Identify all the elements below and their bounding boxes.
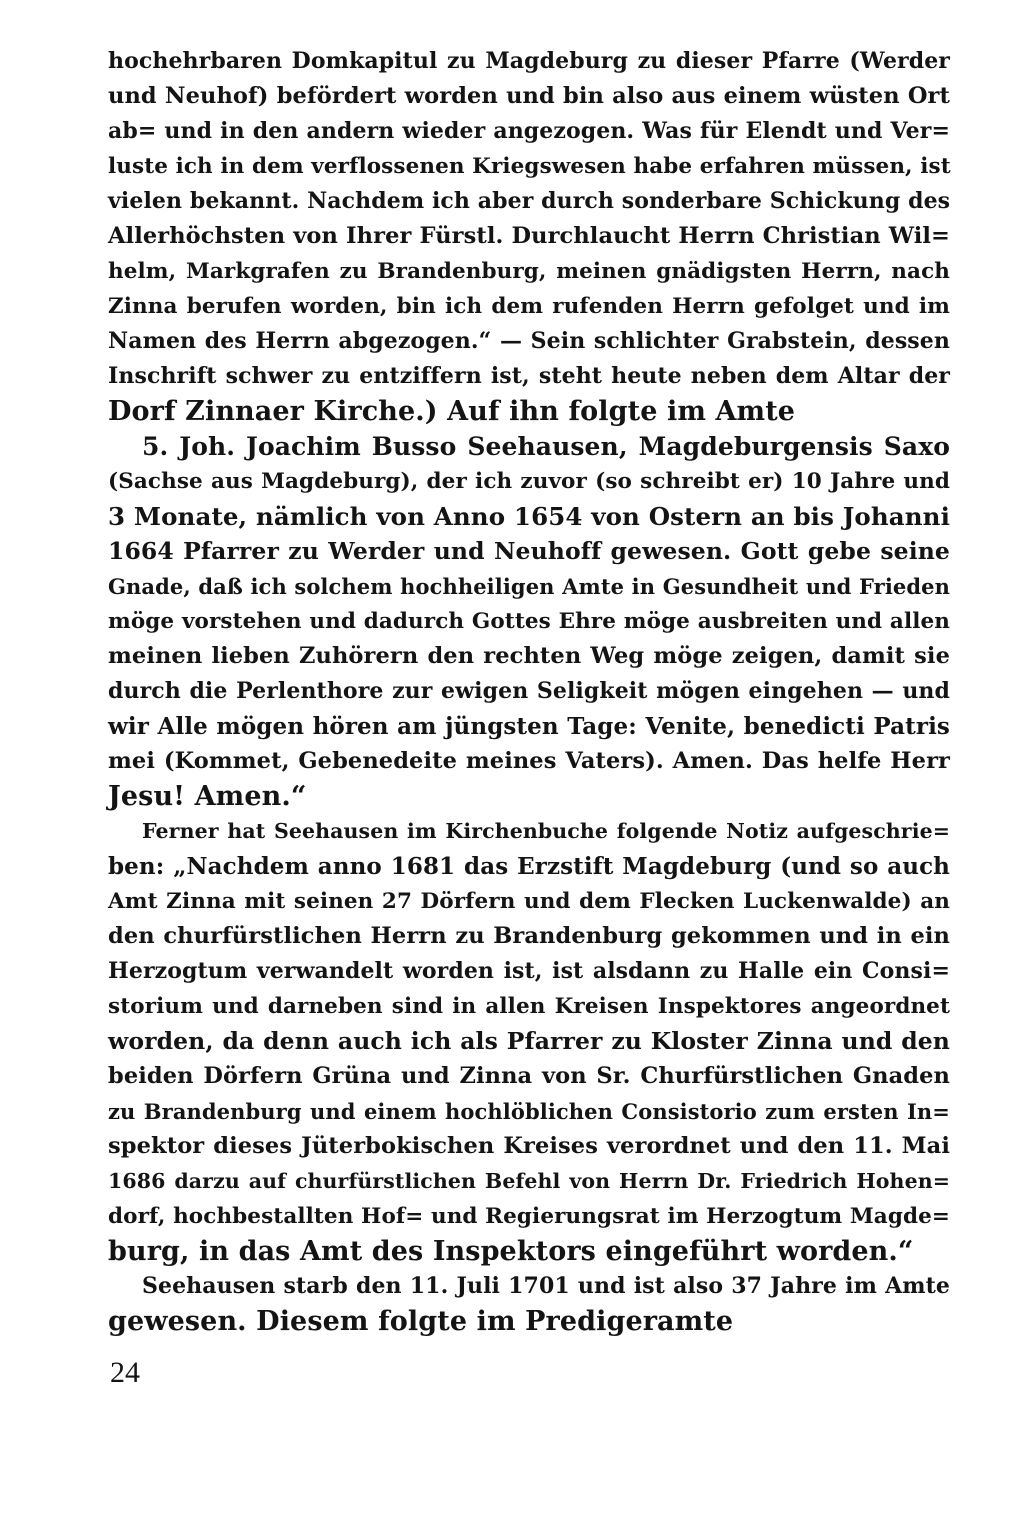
text-line: wir Alle mögen hören am jüngsten Tage: Venite, benedicti Patris	[108, 713, 950, 740]
page-body	[108, 44, 950, 1339]
text-line: Amt Zinna mit seinen 27 Dörfern und dem Flecken Luckenwalde) an	[108, 889, 950, 914]
text-line: Ferner hat Seehausen im Kirchenbuche folgende Notiz aufgeschrie=	[142, 819, 950, 843]
page-number: 24	[110, 1356, 140, 1389]
text-line: Herzogtum verwandelt worden ist, ist alsdann zu Halle ein Consi=	[108, 958, 950, 984]
text-line: Dorf Zinnaer Kirche.) Auf ihn folgte im Amte	[108, 396, 796, 427]
text-line: Zinna berufen worden, bin ich dem rufenden Herrn gefolget und im	[108, 294, 950, 319]
text-line: luste ich in dem verflossenen Kriegswesen habe erfahren müssen, ist	[108, 154, 951, 179]
text-line: burg, in das Amt des Inspektors eingeführt worden.“	[108, 1236, 914, 1267]
text-line: beiden Dörfern Grüna und Zinna von Sr. Churfürstlichen Gnaden	[108, 1063, 950, 1089]
text-line: zu Brandenburg und einem hochlöblichen Consistorio zum ersten In=	[108, 1099, 950, 1124]
text-line: 1686 darzu auf churfürstlichen Befehl von Herrn Dr. Friedrich Hohen=	[108, 1169, 950, 1193]
text-line: vielen bekannt. Nachdem ich aber durch sonderbare Schickung des	[108, 188, 951, 214]
text-line: meinen lieben Zuhörern den rechten Weg möge zeigen, damit sie	[108, 643, 950, 669]
text-line: spektor dieses Jüterbokischen Kreises verordnet und den 11. Mai	[108, 1133, 950, 1159]
text-line: worden, da denn auch ich als Pfarrer zu Kloster Zinna und den	[108, 1027, 950, 1055]
text-line: hochehrbaren Domkapitul zu Magdeburg zu dieser Pfarre (Werder	[108, 48, 950, 74]
text-line: ben: „Nachdem anno 1681 das Erzstift Magdeburg (und so auch	[108, 853, 950, 880]
text-line: mei (Kommet, Gebenedeite meines Vaters). Amen. Das helfe Herr	[108, 748, 950, 774]
text-line: ab= und in den andern wieder angezogen. Was für Elendt und Ver=	[108, 118, 950, 144]
text-line: möge vorstehen und dadurch Gottes Ehre möge ausbreiten und allen	[108, 609, 950, 634]
text-line: durch die Perlenthore zur ewigen Seligkeit mögen eingehen — und	[108, 678, 950, 704]
text-line: Inschrift schwer zu entziffern ist, steht heute neben dem Altar der	[108, 363, 950, 389]
text-line: Allerhöchsten von Ihrer Fürstl. Durchlaucht Herrn Christian Wil=	[108, 223, 950, 249]
text-line: den churfürstlichen Herrn zu Brandenburg gekommen und in ein	[108, 923, 950, 949]
text-line: und Neuhof) befördert worden und bin also aus einem wüsten Ort	[108, 83, 950, 109]
text-line: Seehausen starb den 11. Juli 1701 und ist also 37 Jahre im Amte	[142, 1273, 950, 1299]
text-line: Jesu! Amen.“	[108, 781, 307, 812]
text-line: dorf, hochbestallten Hof= und Regierungsrat im Herzogtum Magde=	[108, 1204, 950, 1229]
text-line: Gnade, daß ich solchem hochheiligen Amte in Gesundheit und Frieden	[108, 574, 950, 599]
text-line: storium und darneben sind in allen Kreisen Inspektores angeordnet	[108, 994, 950, 1019]
text-line: (Sachse aus Magdeburg), der ich zuvor (so schreibt er) 10 Jahre und	[108, 469, 950, 494]
text-line: Namen des Herrn abgezogen.“ — Sein schlichter Grabstein, dessen	[108, 328, 950, 354]
text-line: 5. Joh. Joachim Busso Seehausen, Magdeburgensis Saxo	[142, 432, 950, 461]
text-line: 3 Monate, nämlich von Anno 1654 von Ostern an bis Johanni	[108, 502, 950, 531]
text-line: helm, Markgrafen zu Brandenburg, meinen gnädigsten Herrn, nach	[108, 259, 950, 284]
text-line: gewesen. Diesem folgte im Predigeramte	[108, 1306, 734, 1337]
text-line: 1664 Pfarrer zu Werder und Neuhoff gewesen. Gott gebe seine	[108, 537, 950, 565]
